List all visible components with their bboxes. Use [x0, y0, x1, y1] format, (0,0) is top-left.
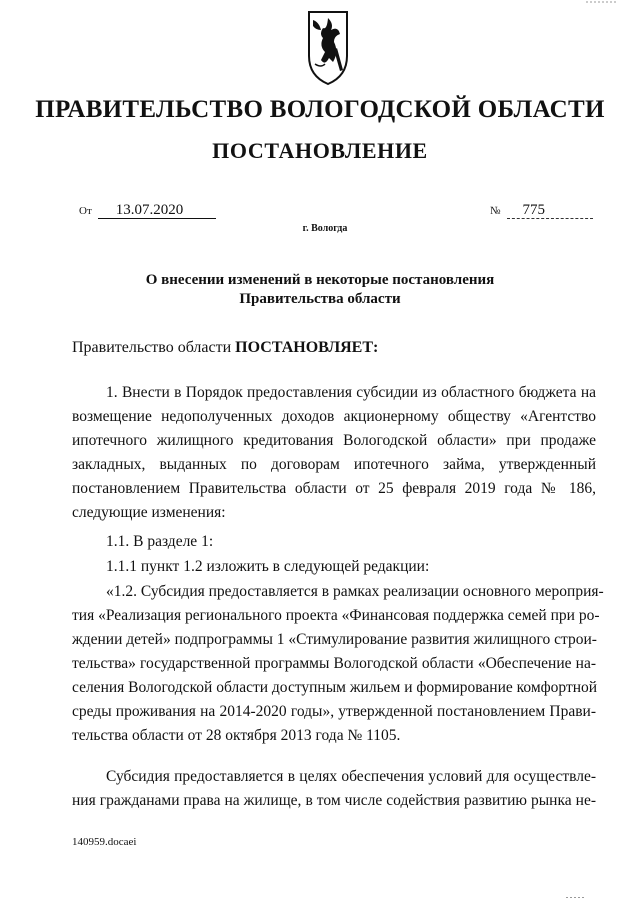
body-line: среды проживания на 2014-2020 годы», утвержденной постановлением Прави-: [72, 703, 596, 720]
body-line: 1. Внести в Порядок предоставления субсидии из областного бюджета на: [106, 384, 596, 401]
document-type: ПОСТАНОВЛЕНИЕ: [212, 138, 428, 163]
preamble-verb: ПОСТАНОВЛЯЕТ:: [235, 339, 379, 356]
document-number: 775: [507, 203, 593, 219]
body-line: 1.1. В разделе 1:: [106, 533, 214, 550]
preamble-text: Правительство области: [72, 339, 236, 356]
date-prefix: От: [79, 205, 92, 217]
body-line: ния гражданами права на жилище, в том числе содействия развитию рынка не-: [72, 792, 596, 809]
vologda-coat-of-arms-icon: [303, 8, 353, 86]
body-line: следующие изменения:: [72, 504, 226, 521]
body-line: возмещение недополученных доходов акционерному обществу «Агентство: [72, 408, 596, 425]
city-label: г. Вологда: [302, 223, 348, 234]
body-line: ждении детей» подпрограммы 1 «Стимулирование развития жилищного строи-: [72, 631, 597, 648]
body-line: закладных, выданных по договорам ипотечного займа, утвержденный: [72, 456, 596, 473]
body-line: селения Вологодской области доступным жильем и формирование комфортной: [72, 679, 598, 696]
date-field: [79, 203, 216, 219]
body-line: Субсидия предоставляется в целях обеспечения условий для осуществле-: [106, 768, 596, 785]
document-date: 13.07.2020: [98, 203, 216, 219]
file-name: 140959.docaei: [72, 836, 137, 848]
body-line: тия «Реализация регионального проекта «Финансовая поддержка семей при ро-: [72, 607, 600, 624]
subject-line: О внесении изменений в некоторые постановления: [145, 272, 495, 288]
preamble: [72, 339, 378, 357]
document-subject: [0, 271, 640, 309]
body-line: ипотечного жилищного кредитования Вологодской области» при продаже: [72, 432, 596, 449]
body-line: 1.1.1 пункт 1.2 изложить в следующей редакции:: [106, 558, 430, 575]
body-line: тельства области от 28 октября 2013 года № 1105.: [72, 727, 401, 744]
number-prefix: №: [490, 205, 501, 217]
subject-line: Правительства области: [239, 291, 401, 307]
government-title: ПРАВИТЕЛЬСТВО ВОЛОГОДСКОЙ ОБЛАСТИ: [35, 96, 605, 123]
body-line: «1.2. Субсидия предоставляется в рамках реализации основного мероприя-: [106, 583, 604, 600]
scan-mark-icon: [566, 896, 586, 899]
body-line: постановлением Правительства области от 25 февраля 2019 года № 186,: [72, 480, 596, 497]
number-field: [490, 203, 593, 219]
scan-mark-icon: [586, 0, 616, 4]
body-line: тельства» государственной программы Вологодской области «Обеспечение на-: [72, 655, 596, 672]
